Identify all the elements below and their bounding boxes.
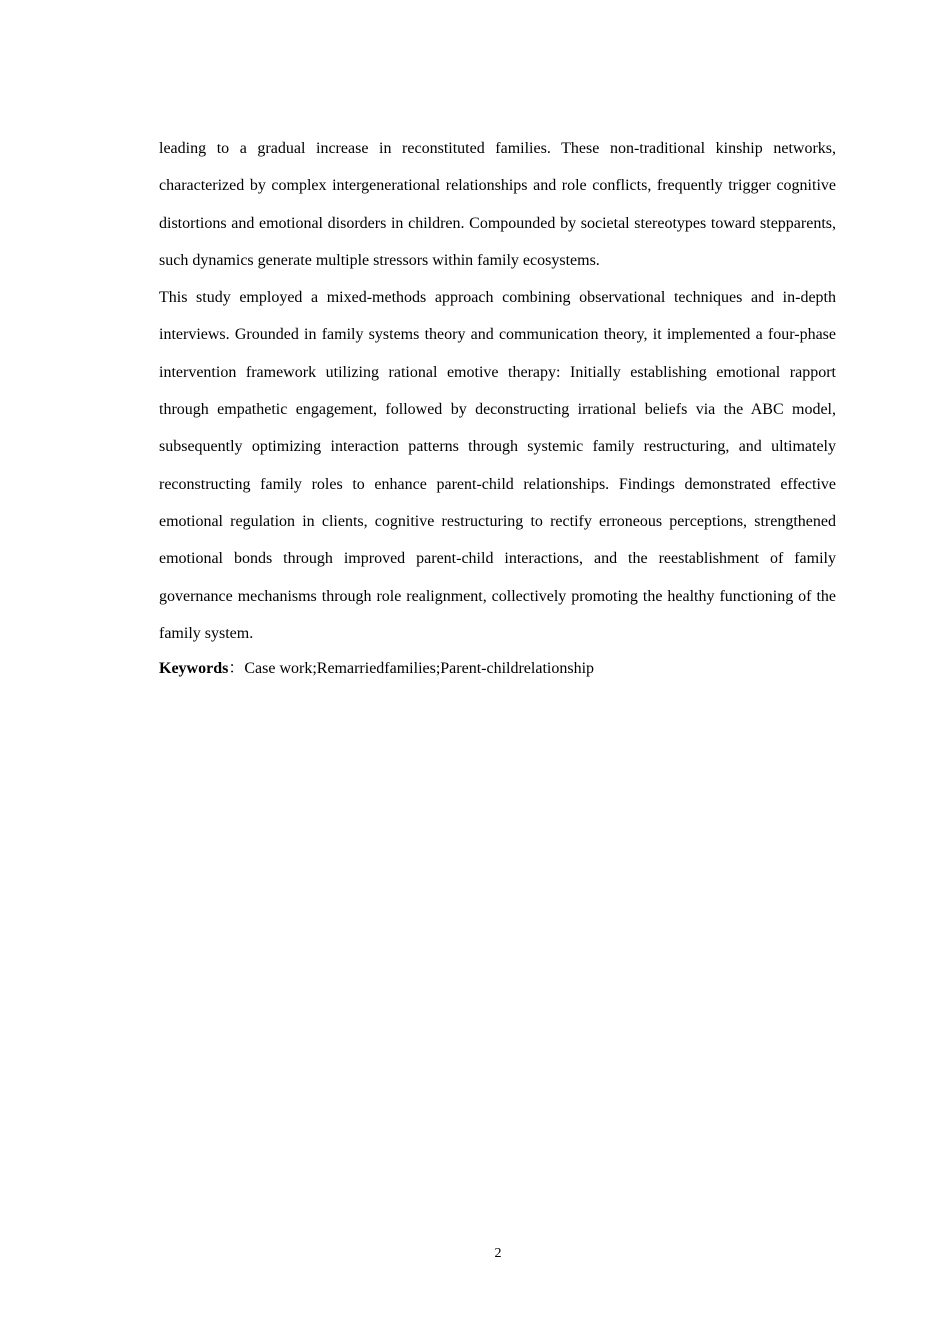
keywords-label: Keywords xyxy=(159,660,229,678)
page-content xyxy=(159,130,836,685)
keywords-value: Case work;Remarriedfamilies;Parent-childrelationship xyxy=(244,660,595,678)
abstract-paragraph-1: leading to a gradual increase in reconstituted families. These non-traditional kinship networks, characterized by complex intergenerational relationships and role conflicts, frequently trigger cognitive distortions and emotional disorders in children. Compounded by societal stereotypes toward stepparents, such dynamics generate multiple stressors within family ecosystems. xyxy=(159,140,836,269)
keywords-line xyxy=(159,652,836,685)
page-number: 2 xyxy=(494,1246,502,1261)
abstract-paragraph-2: This study employed a mixed-methods approach combining observational techniques and in-depth interviews. Grounded in family systems theory and communication theory, it implemented a four-phase intervention framework utilizing rational emotive therapy: Initially establishing emotional rapport through empathetic engagement, followed by deconstructing irrational beliefs via the ABC model, subsequently optimizing interaction patterns through systemic family restructuring, and ultimately reconstructing family roles to enhance parent-child relationships. Findings demonstrated effective emotional regulation in clients, cognitive restructuring to rectify erroneous perceptions, strengthened emotional bonds through improved parent-child interactions, and the reestablishment of family governance mechanisms through role realignment, collectively promoting the healthy functioning of the family system. xyxy=(159,289,836,642)
keywords-separator: ： xyxy=(228,660,245,678)
